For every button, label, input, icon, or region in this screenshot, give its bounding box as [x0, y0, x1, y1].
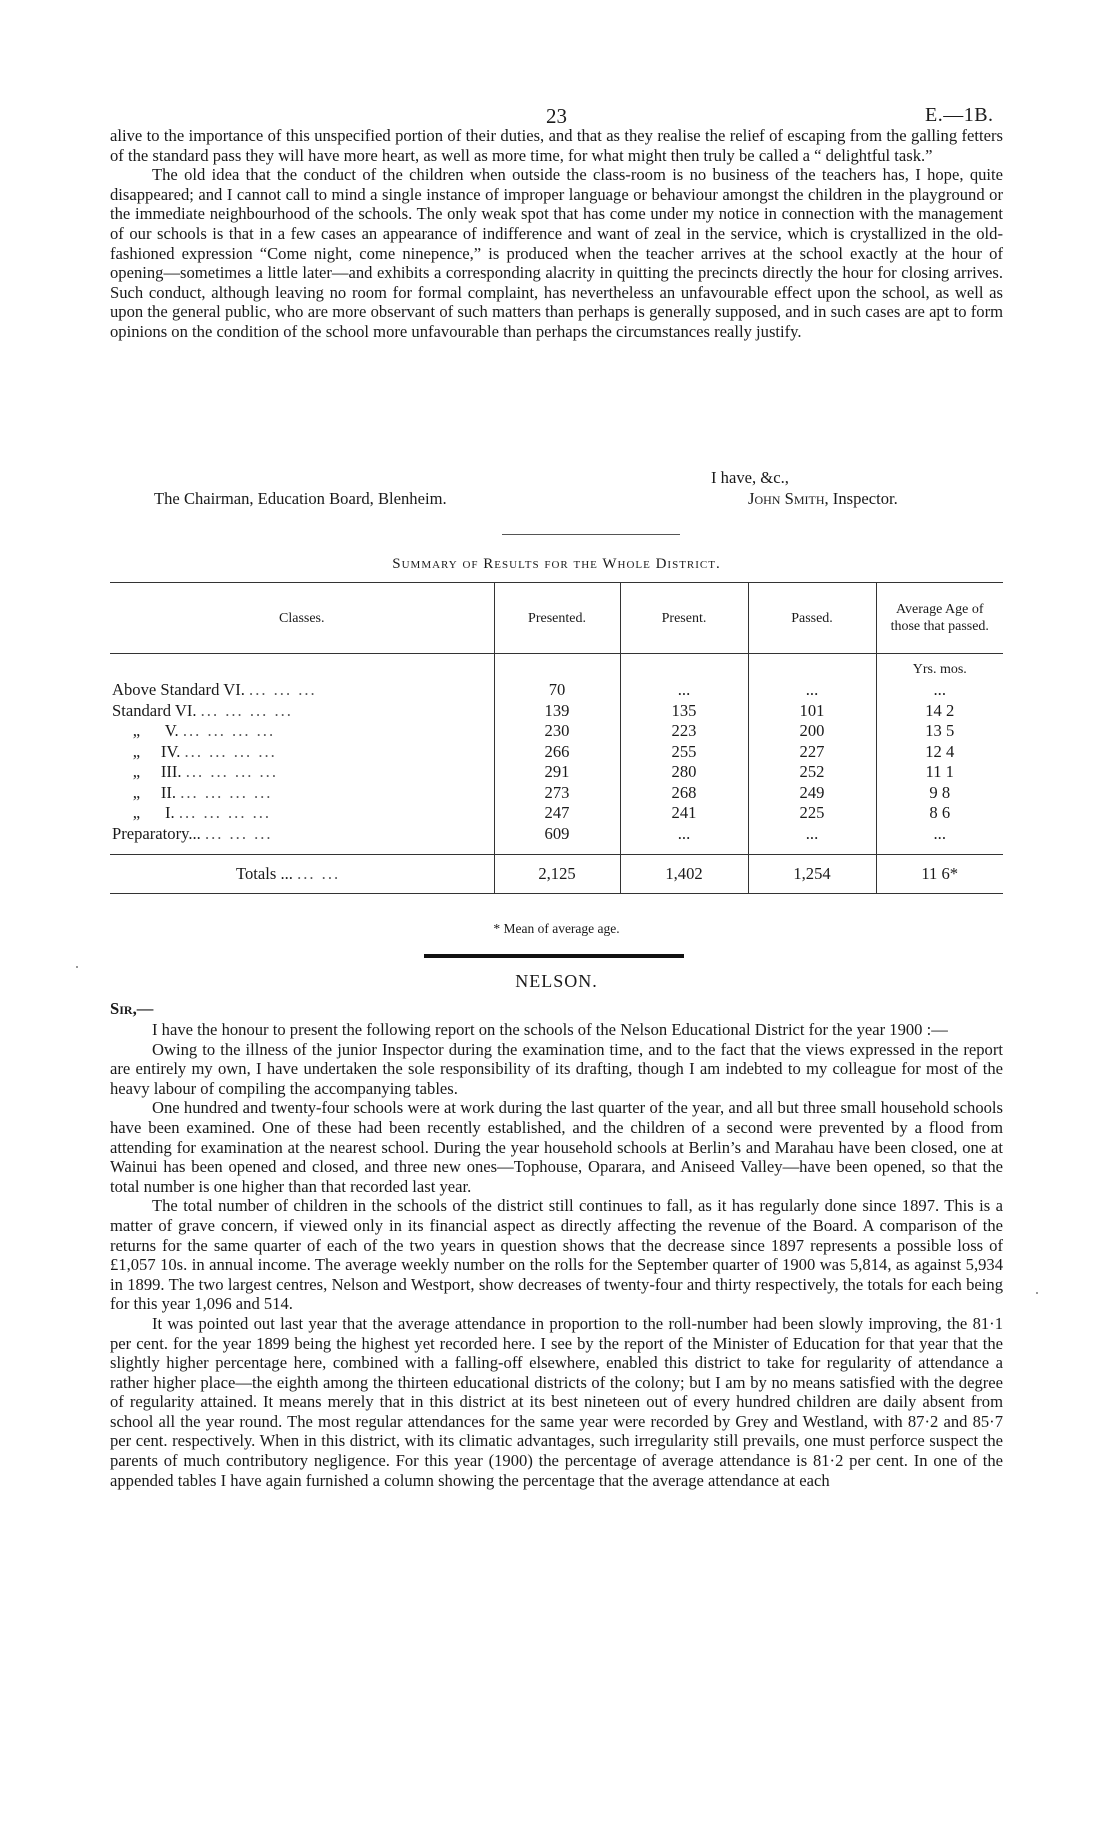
table-title: Summary of Results for the Whole District.: [392, 556, 721, 572]
age-cell: 9 8: [876, 783, 1003, 804]
passed-cell: 227: [748, 742, 876, 763]
table-row: [110, 680, 1003, 701]
table-row: [110, 783, 1003, 804]
passed-cell: 200: [748, 721, 876, 742]
age-units: Yrs. mos.: [876, 654, 1003, 681]
header-presented: Presented.: [494, 583, 620, 654]
scan-speck: [1036, 1292, 1038, 1294]
paragraph: The old idea that the conduct of the children when outside the class-room is no business of the teachers has, I hope, quite disappeared; and I cannot call to mind a single instance of improper language or behaviour amongst the children in the playground or the immediate neighbourhood of the schools. The only weak spot that has come under my notice in connection with the management of our schools is that in a few cases an appearance of indifference and want of zeal in the service, which is crystallized in the old-fashioned expression “Come night, come ninepence,” is produced when the teacher arrives at the school exactly at the hour of opening—sometimes a little later—and exhibits a corresponding alacrity in quitting the precincts directly the hour for closing arrives. Such conduct, although leaving no room for formal complaint, has nevertheless an unfavourable effect upon the school, as well as upon the general public, who are more observant of such matters than perhaps is generally supposed, and in such cases are apt to form opinions on the condition of the school more unfavourable than perhaps the circumstances really justify.: [110, 165, 1003, 341]
passed-cell: ...: [748, 680, 876, 701]
age-cell: 13 5: [876, 721, 1003, 742]
passed-cell: 249: [748, 783, 876, 804]
present-cell: 135: [620, 701, 748, 722]
leader-dots: ... ... ...: [204, 823, 273, 843]
total-present: 1,402: [620, 855, 748, 894]
present-cell: ...: [620, 824, 748, 845]
header-average-age: Average Age of those that passed.: [876, 583, 1003, 654]
present-cell: 280: [620, 762, 748, 783]
leader-dots: ... ... ... ...: [178, 803, 272, 822]
paragraph: One hundred and twenty-four schools were at work during the last quarter of the year, and all but three small household schools have been examined. One of these had been recently established, and the children of a second were prevented by a flood from attending for examination at the nearest school. During the year household schools at Berlin’s and Marahau have been closed, one at Wainui has been opened and closed, and three new ones—Tophouse, Oparara, and Aniseed Valley—have been opened, so that the total number is one higher than that recorded last year.: [110, 1098, 1003, 1196]
paragraph: It was pointed out last year that the average attendance in proportion to the roll-number had been slowly improving, the 81·1 per cent. for the year 1899 being the highest yet recorded here. I see by the report of the Minister of Education for that year that the slightly higher percentage here, combined with a falling-off elsewhere, enabled this district to take for regularity of attendance a rather higher place—the eighth among the thirteen educational districts of the colony; but I am by no means satisfied with the degree of regularity attained. It means merely that in this district at its best nineteen out of every hundred children are daily absent from school all the year round. The most regular attendances for the same year were recorded by Grey and Westland, with 87·2 and 85·7 per cent. respectively. When in this district, with its climatic advantages, such irregularity still prevails, one must perforce suspect the parents of much contributory negligence. For this year (1900) the percentage of average attendance is 81·2 per cent. In one of the appended tables I have again furnished a column showing the percentage that the average attendance at each: [110, 1313, 1003, 1490]
age-cell: ...: [876, 680, 1003, 701]
table-footnote: * Mean of average age.: [493, 921, 620, 936]
presented-cell: 266: [494, 742, 620, 763]
passed-cell: 101: [748, 701, 876, 722]
report-continuation: [110, 126, 1003, 342]
age-cell: 12 4: [876, 742, 1003, 763]
presented-cell: 70: [494, 680, 620, 701]
paragraph: Owing to the illness of the junior Inspector during the examination time, and to the fact that the views expressed in the report are entirely my own, I have undertaken the sole responsibility of its drafting, though I am indebted to my colleague for most of the heavy labour of compiling the accompanying tables.: [110, 1039, 1003, 1098]
class-label: Above Standard VI.: [112, 680, 245, 699]
spacer-row: [110, 844, 1003, 855]
class-label: Standard VI.: [112, 700, 197, 720]
presented-cell: 273: [494, 783, 620, 804]
leader-dots: ... ... ...: [249, 680, 317, 699]
leader-dots: ... ... ... ...: [182, 721, 276, 740]
table-header-row: [110, 583, 1003, 654]
paragraph: I have the honour to present the following report on the schools of the Nelson Educational District for the year 1900 :—: [152, 1020, 948, 1039]
signatory-name: John Smith: [748, 489, 825, 508]
table-row: [110, 824, 1003, 845]
summary-table: [110, 582, 1003, 894]
scan-speck: [76, 966, 78, 968]
age-cell: 14 2: [876, 701, 1003, 722]
paragraph: The total number of children in the schools of the district still continues to fall, as it has regularly done since 1897. This is a matter of grave concern, if viewed only in its financial aspect as directly affecting the revenue of the Board. A comparison of the returns for the same quarter of each of the two years in question shows that the decrease since 1897 represents a possible loss of £1,057 10s. in annual income. The average weekly number on the rolls for the September quarter of 1900 was 5,814, as against 5,934 in 1899. The two largest centres, Nelson and Westport, show decreases of twenty-four and thirty respectively, the totals for each being for this year 1,096 and 514.: [110, 1196, 1003, 1314]
table-row: [110, 742, 1003, 763]
age-cell: ...: [876, 824, 1003, 845]
signatory-title: , Inspector.: [824, 489, 898, 508]
age-cell: 8 6: [876, 803, 1003, 824]
presented-cell: 139: [494, 701, 620, 722]
presented-cell: 230: [494, 721, 620, 742]
leader-dots: ... ... ... ...: [184, 741, 277, 761]
leader-dots: ... ... ... ...: [200, 700, 293, 720]
passed-cell: ...: [748, 824, 876, 845]
class-label: Preparatory...: [112, 823, 201, 843]
totals-row: [110, 855, 1003, 894]
total-passed: 1,254: [748, 855, 876, 894]
page-number: 23: [546, 104, 567, 128]
class-label: „ V.: [112, 721, 179, 740]
table-row: [110, 701, 1003, 722]
class-label: „ I.: [112, 803, 175, 822]
present-cell: 241: [620, 803, 748, 824]
addressee: The Chairman, Education Board, Blenheim.: [154, 489, 447, 508]
passed-cell: 225: [748, 803, 876, 824]
class-label: „ II.: [112, 782, 177, 802]
header-classes: Classes.: [110, 583, 494, 654]
units-row: [110, 654, 1003, 681]
section-divider-thick: [424, 954, 684, 958]
presented-cell: 291: [494, 762, 620, 783]
leader-dots: ... ... ... ...: [185, 762, 278, 781]
signature-closing: I have, &c.,: [711, 468, 789, 487]
present-cell: 223: [620, 721, 748, 742]
presented-cell: 609: [494, 824, 620, 845]
totals-label: Totals ...: [236, 864, 293, 883]
table-row: [110, 721, 1003, 742]
section-heading: NELSON.: [515, 971, 598, 991]
leader-dots: ... ...: [297, 864, 341, 883]
nelson-report: [110, 1020, 1003, 1490]
class-label: „ III.: [112, 762, 182, 781]
present-cell: 255: [620, 742, 748, 763]
paragraph: alive to the importance of this unspecified portion of their duties, and that as they realise the relief of escaping from the galling fetters of the standard pass they will have more heart, as well as more time, for what might then truly be called a “ delightful task.”: [110, 126, 1003, 165]
header-present: Present.: [620, 583, 748, 654]
table-row: [110, 762, 1003, 783]
presented-cell: 247: [494, 803, 620, 824]
total-age: 11 6*: [876, 855, 1003, 894]
document-reference: E.—1B.: [925, 104, 994, 126]
class-label: „ IV.: [112, 741, 181, 761]
age-cell: 11 1: [876, 762, 1003, 783]
present-cell: ...: [620, 680, 748, 701]
leader-dots: ... ... ... ...: [180, 782, 273, 802]
passed-cell: 252: [748, 762, 876, 783]
header-passed: Passed.: [748, 583, 876, 654]
signatory: [748, 489, 898, 509]
section-divider: [502, 534, 680, 535]
salutation: Sir,—: [110, 999, 154, 1018]
present-cell: 268: [620, 783, 748, 804]
table-row: [110, 803, 1003, 824]
total-presented: 2,125: [494, 855, 620, 894]
